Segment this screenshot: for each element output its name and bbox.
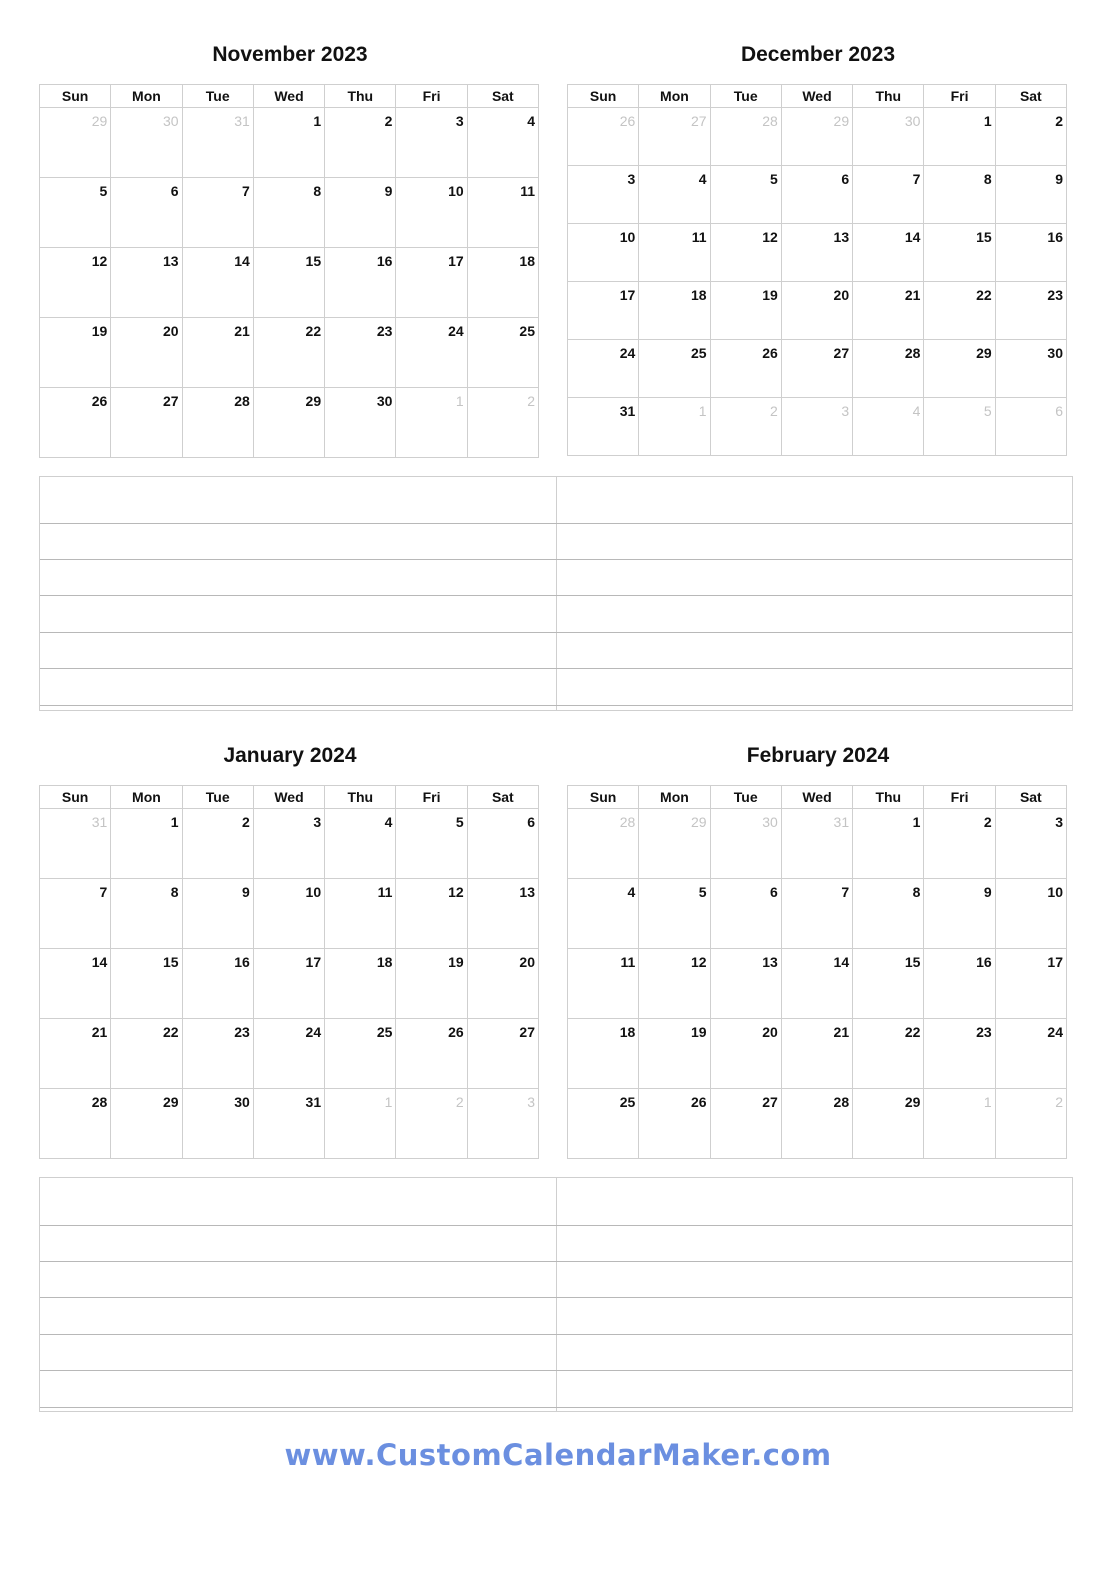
note-line [40, 1407, 1072, 1408]
day-cell: 17 [568, 282, 639, 340]
month-calendar [567, 744, 1069, 1162]
day-cell: 7 [853, 166, 924, 224]
weekday-header-row [568, 786, 1067, 809]
week-row [40, 178, 539, 248]
note-line [40, 1297, 1072, 1298]
weekday-label: Wed [781, 786, 852, 809]
week-row [40, 388, 539, 458]
day-cell: 31 [568, 398, 639, 456]
day-cell: 14 [853, 224, 924, 282]
day-cell: 22 [111, 1019, 182, 1089]
weekday-label: Tue [182, 786, 253, 809]
weekday-label: Sat [467, 786, 538, 809]
day-cell: 21 [853, 282, 924, 340]
notes-divider [556, 1178, 557, 1411]
day-cell: 20 [467, 949, 538, 1019]
note-line [40, 559, 1072, 560]
note-line [40, 1261, 1072, 1262]
day-cell: 29 [924, 340, 995, 398]
other-month-day: 3 [467, 1089, 538, 1159]
calendar-grid [39, 785, 539, 1159]
weekday-label: Mon [111, 786, 182, 809]
day-cell: 19 [40, 318, 111, 388]
day-cell: 13 [781, 224, 852, 282]
day-cell: 27 [710, 1089, 781, 1159]
month-title: February 2024 [746, 744, 890, 767]
day-cell: 16 [325, 248, 396, 318]
day-cell: 15 [253, 248, 324, 318]
week-row [568, 340, 1067, 398]
other-month-day: 31 [40, 809, 111, 879]
day-cell: 14 [182, 248, 253, 318]
day-cell: 30 [995, 340, 1066, 398]
day-cell: 19 [639, 1019, 710, 1089]
weekday-header-row [40, 786, 539, 809]
day-cell: 25 [639, 340, 710, 398]
day-cell: 28 [182, 388, 253, 458]
day-cell: 26 [396, 1019, 467, 1089]
day-cell: 6 [111, 178, 182, 248]
day-cell: 10 [396, 178, 467, 248]
day-cell: 14 [40, 949, 111, 1019]
day-cell: 7 [182, 178, 253, 248]
week-row [568, 1089, 1067, 1159]
day-cell: 11 [639, 224, 710, 282]
other-month-day: 28 [710, 108, 781, 166]
day-cell: 20 [111, 318, 182, 388]
day-cell: 29 [111, 1089, 182, 1159]
day-cell: 3 [253, 809, 324, 879]
day-cell: 6 [467, 809, 538, 879]
week-row [40, 1019, 539, 1089]
week-row [40, 248, 539, 318]
month-title: November 2023 [212, 43, 368, 66]
day-cell: 28 [781, 1089, 852, 1159]
day-cell: 1 [111, 809, 182, 879]
week-row [40, 809, 539, 879]
day-cell: 30 [182, 1089, 253, 1159]
weekday-label: Tue [710, 786, 781, 809]
day-cell: 23 [182, 1019, 253, 1089]
other-month-day: 2 [467, 388, 538, 458]
other-month-day: 30 [853, 108, 924, 166]
day-cell: 20 [781, 282, 852, 340]
day-cell: 10 [568, 224, 639, 282]
calendar-grid [567, 785, 1067, 1159]
day-cell: 3 [396, 108, 467, 178]
other-month-day: 2 [710, 398, 781, 456]
day-cell: 8 [853, 879, 924, 949]
day-cell: 11 [325, 879, 396, 949]
note-line [40, 705, 1072, 706]
other-month-day: 29 [639, 809, 710, 879]
other-month-day: 1 [924, 1089, 995, 1159]
weekday-label: Fri [924, 85, 995, 108]
week-row [568, 949, 1067, 1019]
other-month-day: 31 [182, 108, 253, 178]
month-calendar [567, 43, 1069, 461]
day-cell: 26 [40, 388, 111, 458]
weekday-label: Tue [710, 85, 781, 108]
day-cell: 17 [995, 949, 1066, 1019]
day-cell: 1 [924, 108, 995, 166]
day-cell: 28 [40, 1089, 111, 1159]
week-row [568, 224, 1067, 282]
day-cell: 22 [253, 318, 324, 388]
day-cell: 18 [325, 949, 396, 1019]
notes-area [39, 476, 1073, 711]
week-row [40, 1089, 539, 1159]
day-cell: 1 [253, 108, 324, 178]
day-cell: 5 [40, 178, 111, 248]
day-cell: 11 [568, 949, 639, 1019]
weekday-label: Thu [325, 85, 396, 108]
day-cell: 4 [639, 166, 710, 224]
weekday-header-row [568, 85, 1067, 108]
day-cell: 17 [396, 248, 467, 318]
day-cell: 7 [40, 879, 111, 949]
day-cell: 12 [40, 248, 111, 318]
day-cell: 22 [924, 282, 995, 340]
week-row [568, 1019, 1067, 1089]
day-cell: 13 [467, 879, 538, 949]
week-row [40, 318, 539, 388]
other-month-day: 30 [111, 108, 182, 178]
weekday-label: Fri [396, 786, 467, 809]
weekday-label: Sun [40, 786, 111, 809]
note-line [40, 595, 1072, 596]
day-cell: 24 [568, 340, 639, 398]
day-cell: 12 [396, 879, 467, 949]
other-month-day: 4 [853, 398, 924, 456]
day-cell: 10 [253, 879, 324, 949]
weekday-label: Thu [325, 786, 396, 809]
day-cell: 24 [995, 1019, 1066, 1089]
other-month-day: 29 [781, 108, 852, 166]
day-cell: 27 [111, 388, 182, 458]
weekday-label: Tue [182, 85, 253, 108]
day-cell: 29 [253, 388, 324, 458]
day-cell: 9 [995, 166, 1066, 224]
day-cell: 15 [853, 949, 924, 1019]
day-cell: 25 [325, 1019, 396, 1089]
day-cell: 5 [396, 809, 467, 879]
day-cell: 5 [710, 166, 781, 224]
day-cell: 30 [325, 388, 396, 458]
day-cell: 19 [396, 949, 467, 1019]
day-cell: 3 [995, 809, 1066, 879]
month-title: January 2024 [223, 744, 357, 767]
other-month-day: 27 [639, 108, 710, 166]
other-month-day: 28 [568, 809, 639, 879]
day-cell: 19 [710, 282, 781, 340]
day-cell: 23 [924, 1019, 995, 1089]
day-cell: 16 [182, 949, 253, 1019]
day-cell: 8 [924, 166, 995, 224]
week-row [568, 166, 1067, 224]
weekday-label: Thu [853, 85, 924, 108]
notes-area [39, 1177, 1073, 1412]
day-cell: 4 [467, 108, 538, 178]
day-cell: 18 [467, 248, 538, 318]
weekday-label: Wed [253, 85, 324, 108]
weekday-label: Sun [568, 85, 639, 108]
weekday-label: Sat [995, 786, 1066, 809]
day-cell: 15 [111, 949, 182, 1019]
day-cell: 27 [467, 1019, 538, 1089]
note-line [40, 668, 1072, 669]
day-cell: 11 [467, 178, 538, 248]
day-cell: 6 [710, 879, 781, 949]
weekday-label: Sat [995, 85, 1066, 108]
weekday-label: Sun [568, 786, 639, 809]
day-cell: 2 [182, 809, 253, 879]
other-month-day: 5 [924, 398, 995, 456]
day-cell: 16 [995, 224, 1066, 282]
day-cell: 14 [781, 949, 852, 1019]
day-cell: 20 [710, 1019, 781, 1089]
other-month-day: 30 [710, 809, 781, 879]
day-cell: 23 [325, 318, 396, 388]
week-row [40, 108, 539, 178]
day-cell: 3 [568, 166, 639, 224]
day-cell: 24 [396, 318, 467, 388]
week-row [40, 879, 539, 949]
weekday-label: Wed [781, 85, 852, 108]
day-cell: 1 [853, 809, 924, 879]
note-line [40, 523, 1072, 524]
weekday-label: Sat [467, 85, 538, 108]
other-month-day: 3 [781, 398, 852, 456]
other-month-day: 6 [995, 398, 1066, 456]
day-cell: 12 [710, 224, 781, 282]
week-row [568, 879, 1067, 949]
day-cell: 13 [710, 949, 781, 1019]
weekday-label: Fri [924, 786, 995, 809]
week-row [568, 809, 1067, 879]
month-calendar [39, 43, 541, 461]
day-cell: 26 [710, 340, 781, 398]
day-cell: 26 [639, 1089, 710, 1159]
day-cell: 6 [781, 166, 852, 224]
other-month-day: 2 [396, 1089, 467, 1159]
day-cell: 9 [182, 879, 253, 949]
day-cell: 5 [639, 879, 710, 949]
weekday-label: Thu [853, 786, 924, 809]
day-cell: 7 [781, 879, 852, 949]
other-month-day: 1 [396, 388, 467, 458]
website-link[interactable]: www.CustomCalendarMaker.com [284, 1438, 832, 1472]
note-line [40, 1334, 1072, 1335]
day-cell: 18 [639, 282, 710, 340]
note-line [40, 1370, 1072, 1371]
day-cell: 2 [325, 108, 396, 178]
day-cell: 25 [467, 318, 538, 388]
day-cell: 17 [253, 949, 324, 1019]
other-month-day: 31 [781, 809, 852, 879]
weekday-label: Wed [253, 786, 324, 809]
weekday-label: Mon [111, 85, 182, 108]
other-month-day: 1 [325, 1089, 396, 1159]
day-cell: 22 [853, 1019, 924, 1089]
day-cell: 21 [40, 1019, 111, 1089]
weekday-header-row [40, 85, 539, 108]
day-cell: 24 [253, 1019, 324, 1089]
day-cell: 12 [639, 949, 710, 1019]
other-month-day: 29 [40, 108, 111, 178]
day-cell: 21 [781, 1019, 852, 1089]
day-cell: 4 [568, 879, 639, 949]
week-row [568, 108, 1067, 166]
day-cell: 4 [325, 809, 396, 879]
day-cell: 21 [182, 318, 253, 388]
notes-divider [556, 477, 557, 710]
day-cell: 15 [924, 224, 995, 282]
day-cell: 13 [111, 248, 182, 318]
weekday-label: Mon [639, 85, 710, 108]
day-cell: 25 [568, 1089, 639, 1159]
day-cell: 27 [781, 340, 852, 398]
day-cell: 9 [924, 879, 995, 949]
day-cell: 16 [924, 949, 995, 1019]
day-cell: 29 [853, 1089, 924, 1159]
week-row [568, 282, 1067, 340]
other-month-day: 26 [568, 108, 639, 166]
week-row [568, 398, 1067, 456]
weekday-label: Fri [396, 85, 467, 108]
day-cell: 10 [995, 879, 1066, 949]
week-row [40, 949, 539, 1019]
day-cell: 8 [253, 178, 324, 248]
day-cell: 31 [253, 1089, 324, 1159]
note-line [40, 1225, 1072, 1226]
calendar-grid [567, 84, 1067, 456]
day-cell: 18 [568, 1019, 639, 1089]
day-cell: 9 [325, 178, 396, 248]
weekday-label: Mon [639, 786, 710, 809]
weekday-label: Sun [40, 85, 111, 108]
note-line [40, 632, 1072, 633]
day-cell: 8 [111, 879, 182, 949]
month-calendar [39, 744, 541, 1162]
other-month-day: 2 [995, 1089, 1066, 1159]
day-cell: 2 [924, 809, 995, 879]
calendar-grid [39, 84, 539, 458]
day-cell: 28 [853, 340, 924, 398]
day-cell: 23 [995, 282, 1066, 340]
other-month-day: 1 [639, 398, 710, 456]
day-cell: 2 [995, 108, 1066, 166]
month-title: December 2023 [740, 43, 896, 66]
